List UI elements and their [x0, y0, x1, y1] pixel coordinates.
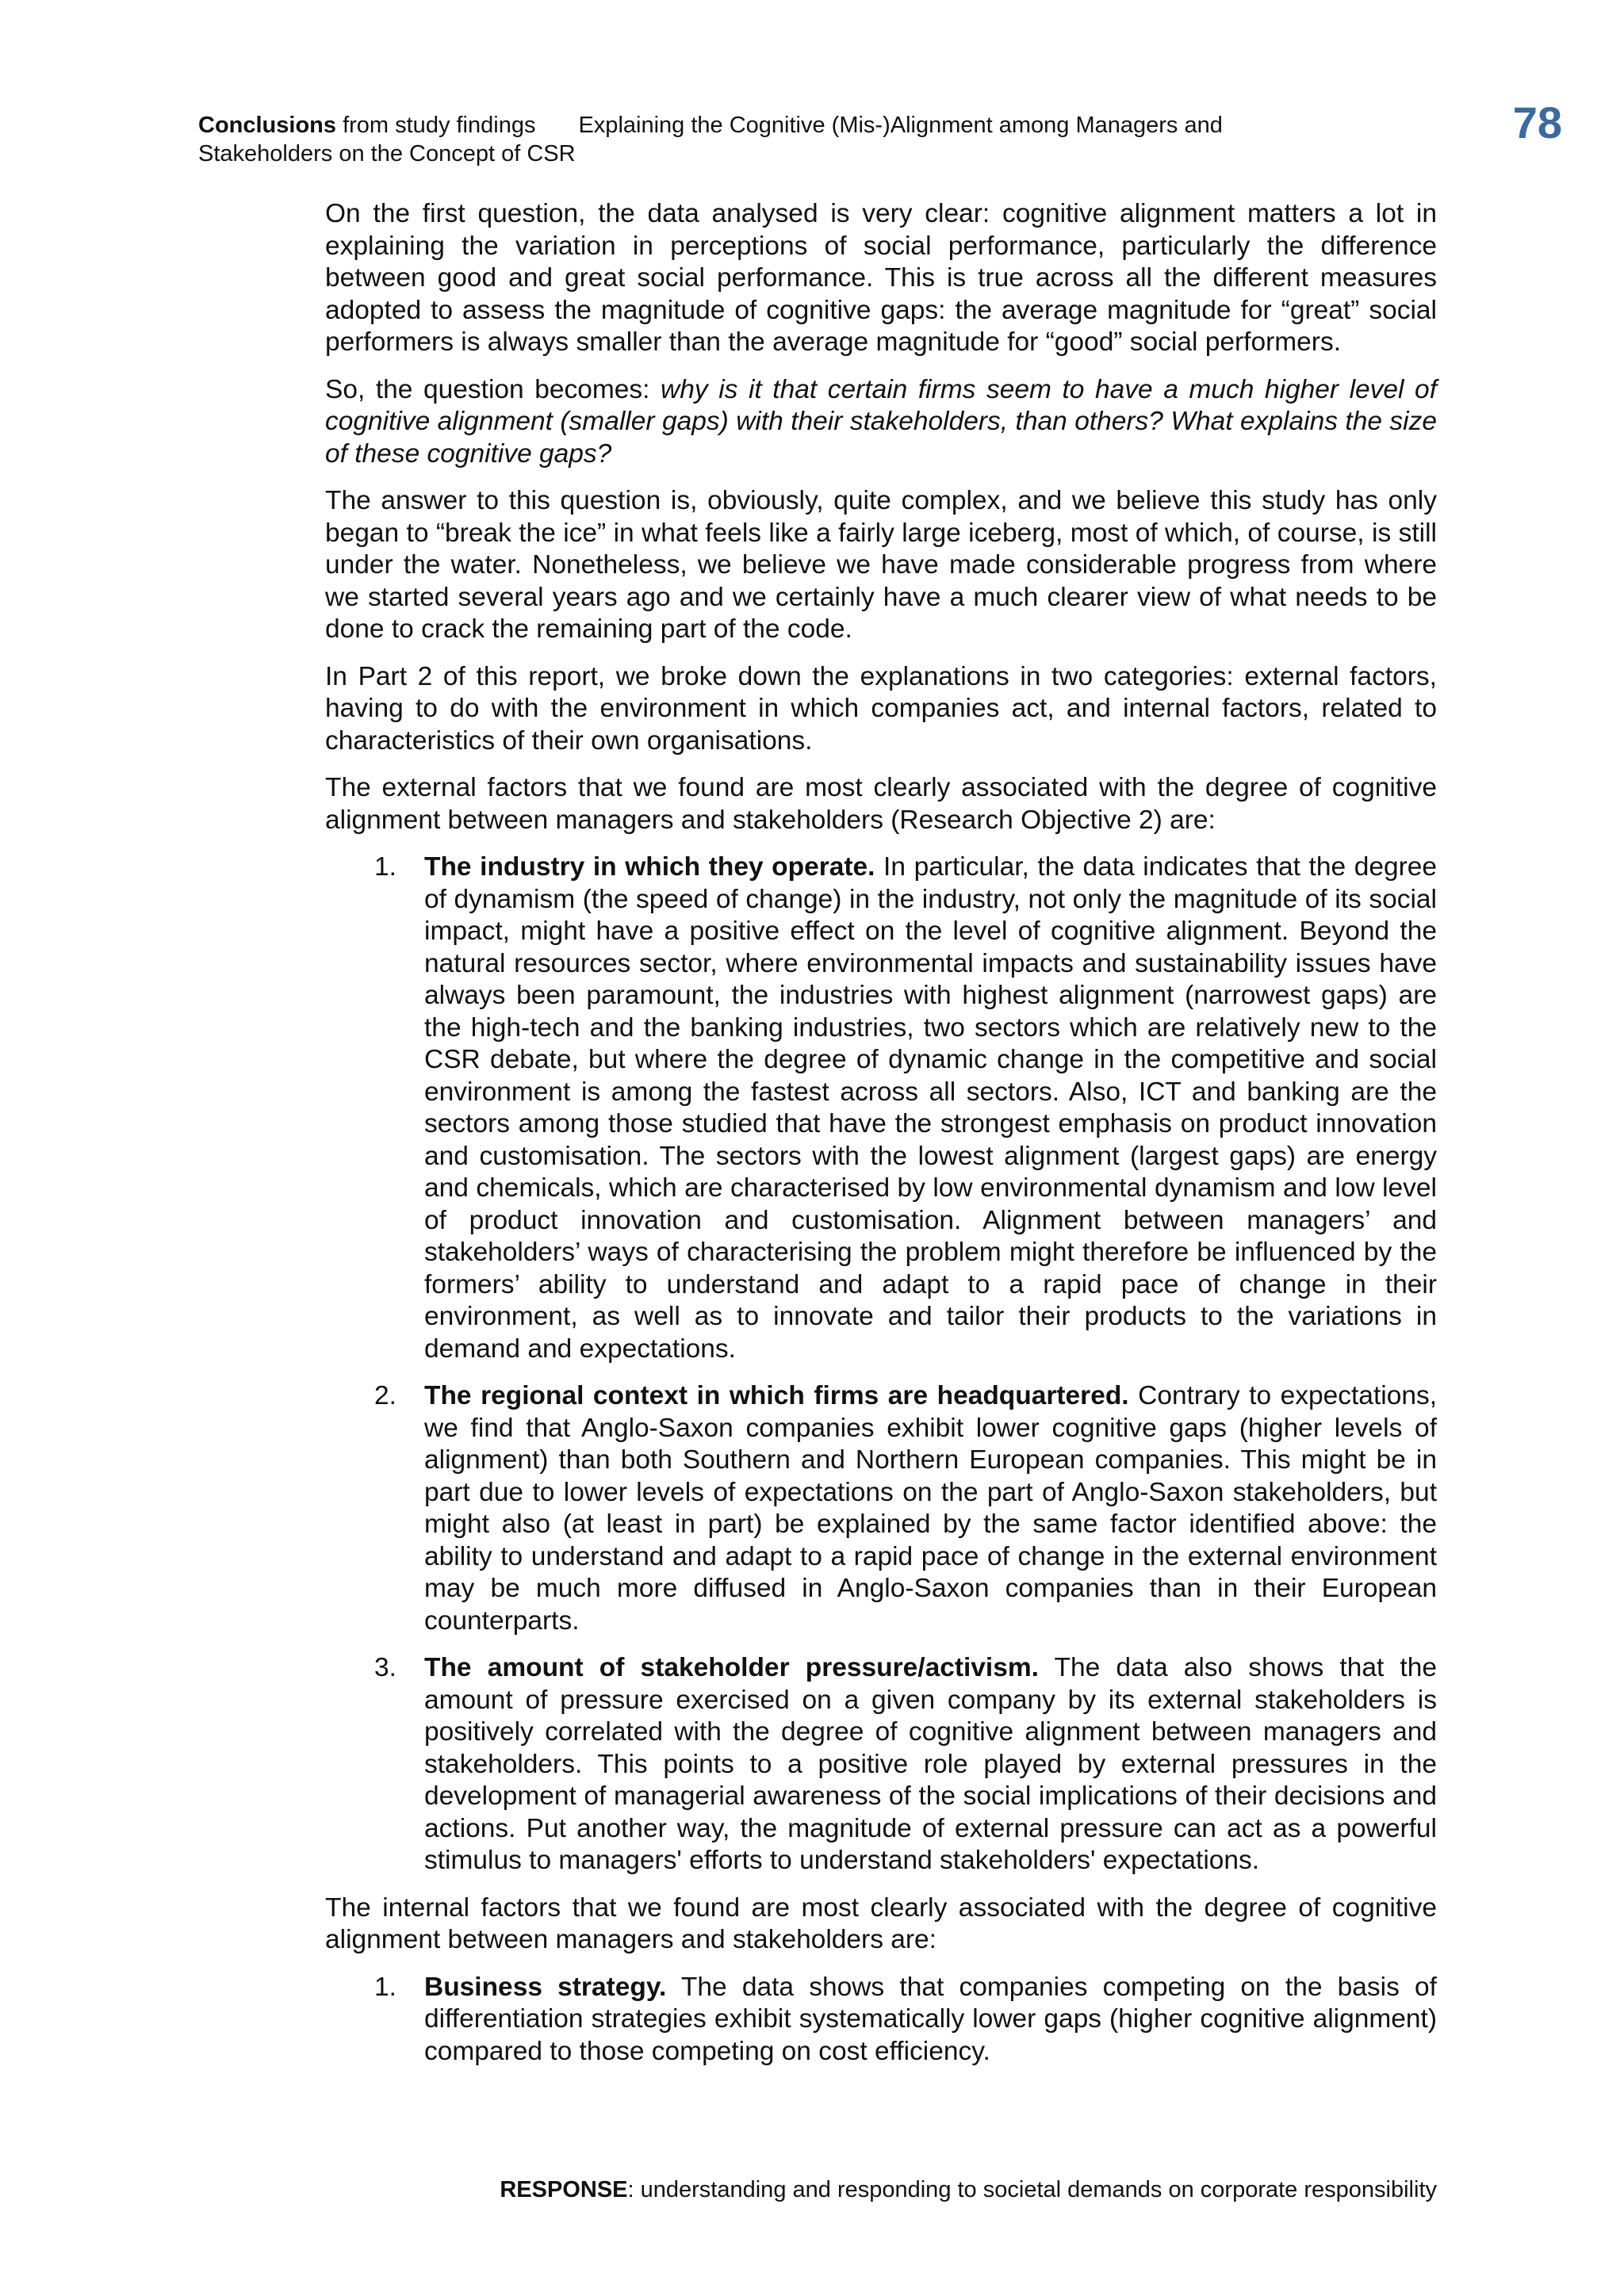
list-item-text: Contrary to expectations, we find that Anglo-Saxon companies exhibit lower cognitive gaps (higher levels of alignment) than both Southern and Northern European companies. This might be in part due to lower levels of expectations on the part of Anglo-Saxon stakeholders, but might also (at least in part) be explained by the same factor identified above: the ability to understand and adapt to a rapid pace of change in the external environment may be much more diffused in Anglo-Saxon companies than in their European counterparts.: [424, 1381, 1438, 1636]
list-item: [325, 851, 1437, 1365]
list-item-title: The regional context in which firms are headquartered.: [424, 1381, 1129, 1410]
list-item-number: 1.: [374, 1972, 396, 2002]
header-title-line1: Explaining the Cognitive (Mis-)Alignment among Managers and: [578, 113, 1223, 138]
header-section-rest: from study findings: [336, 113, 536, 138]
list-item-number: 2.: [374, 1381, 396, 1410]
running-footer: [430, 2175, 1437, 2204]
paragraph-first-question: On the first question, the data analysed is very clear: cognitive alignment matters a lot in explaining the variation in perceptions of social performance, particularly the difference between good and great social performance. This is true across all the different measures adopted to assess the magnitude of cognitive gaps: the average magnitude for “great” social performers is always smaller than the average magnitude for “good” social performers.: [325, 199, 1437, 357]
main-content: [325, 198, 1437, 2083]
list-item-text: The data shows that companies competing on the basis of differentiation strategies exhibit systematically lower gaps (higher cognitive alignment) compared to those competing on cost efficiency.: [424, 1972, 1437, 2066]
list-item-number: 1.: [374, 852, 396, 882]
list-item-title: The amount of stakeholder pressure/activism.: [424, 1653, 1039, 1682]
list-item-number: 3.: [374, 1653, 396, 1682]
paragraph-answer: The answer to this question is, obviously, quite complex, and we believe this study has only began to “break the ice” in what feels like a fairly large iceberg, most of which, of course, is still under the water. Nonetheless, we believe we have made considerable progress from where we started several years ago and we certainly have a much clearer view of what needs to be done to crack the remaining part of the code.: [325, 486, 1437, 644]
running-header: [198, 111, 1435, 168]
list-item: [325, 1652, 1437, 1877]
question-italic: why is it that certain firms seem to have a much higher level of cognitive alignment (smaller gaps) with their stakeholders, than others? What explains the size of these cognitive gaps?: [325, 374, 1437, 469]
list-item-text: In particular, the data indicates that the degree of dynamism (the speed of change) in the industry, not only the magnitude of its social impact, might have a positive effect on the level of cognitive alignment. Beyond the natural resources sector, where environmental impacts and sustainability issues have always been paramount, the industries with highest alignment (narrowest gaps) are the high-tech and the banking industries, two sectors which are relatively new to the CSR debate, but where the degree of dynamic change in the competitive and social environment is among the fastest across all sectors. Also, ICT and banking are the sectors among those studied that have the strongest emphasis on product innovation and customisation. The sectors with the lowest alignment (largest gaps) are energy and chemicals, which are characterised by low environmental dynamism and low level of product innovation and customisation. Alignment between managers’ and stakeholders’ ways of characterising the problem might therefore be influenced by the formers’ ability to understand and adapt to a rapid pace of change in their environment, as well as to innovate and tailor their products to the variations in demand and expectations.: [424, 852, 1437, 1364]
question-lead: So, the question becomes:: [325, 374, 661, 404]
list-item-title: Business strategy.: [424, 1972, 667, 2002]
list-item-title: The industry in which they operate.: [424, 852, 875, 882]
paragraph-internal-intro: The internal factors that we found are most clearly associated with the degree of cognitive alignment between managers and stakeholders are:: [325, 1892, 1437, 1954]
list-item: [325, 1972, 1437, 2068]
paragraph-part2: In Part 2 of this report, we broke down the explanations in two categories: external factors, having to do with the environment in which companies act, and internal factors, related to characteristics of their own organisations.: [325, 661, 1437, 756]
footer-tagline: : understanding and responding to societal demands on corporate responsibility: [627, 2177, 1437, 2202]
paragraph-question: [325, 374, 1437, 471]
external-factors-list: [325, 851, 1437, 1877]
header-title-line2: Stakeholders on the Concept of CSR: [198, 141, 576, 166]
header-section-bold: Conclusions: [198, 113, 337, 138]
paragraph-external-intro: The external factors that we found are most clearly associated with the degree of cognitive alignment between managers and stakeholders (Research Objective 2) are:: [325, 773, 1437, 835]
list-item-text: The data also shows that the amount of pressure exercised on a given company by its external stakeholders is positively correlated with the degree of cognitive alignment between managers and stakeholders. This points to a positive role played by external pressures in the development of managerial awareness of the social implications of their decisions and actions. Put another way, the magnitude of external pressure can act as a powerful stimulus to managers' efforts to understand stakeholders' expectations.: [424, 1653, 1437, 1875]
page-number: 78: [1512, 98, 1562, 147]
list-item: [325, 1380, 1437, 1637]
footer-brand: RESPONSE: [500, 2177, 628, 2202]
internal-factors-list: [325, 1972, 1437, 2068]
